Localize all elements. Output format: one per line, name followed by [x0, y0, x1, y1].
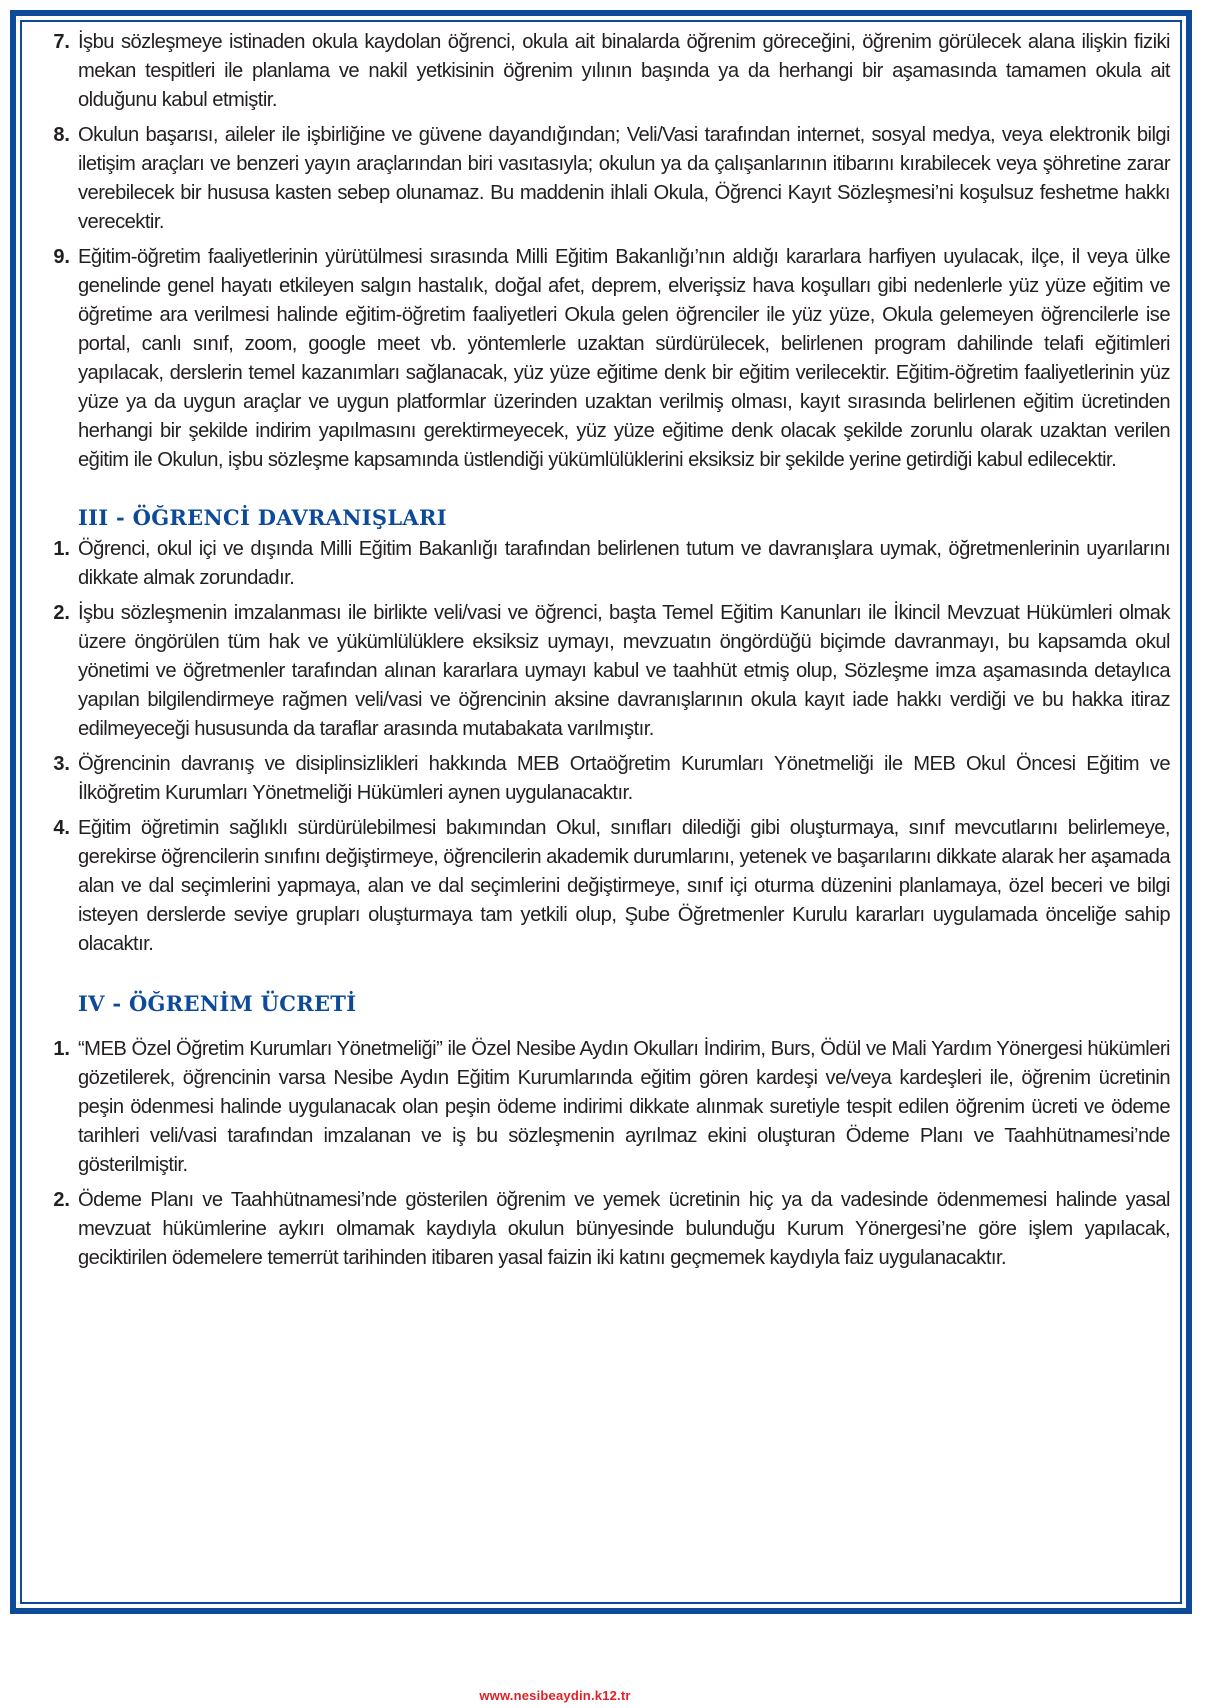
clause-text: Okulun başarısı, aileler ile işbirliğine ve güvene dayandığından; Veli/Vasi tarafından internet, sosyal medya, veya elektronik bilgi iletişim araçları ve benzeri yayın araçlarından biri vasıtasıyla; okulun ya da çalışanlarının itibarını kırabilecek veya şöhretine zarar verebilecek bir hususa kasten sebep olunamaz. Bu maddenin ihlali Okula, Öğrenci Kayıt Sözleşmesi’ni koşulsuz feshetme hakkı verecektir.	[78, 124, 1170, 233]
section-4	[30, 989, 1170, 1273]
clause-text: Eğitim-öğretim faaliyetlerinin yürütülmesi sırasında Milli Eğitim Bakanlığı’nın aldığı kararlara harfiyen uyulacak, ilçe, il veya ülke genelinde genel hayatı etkileyen salgın hastalık, doğal afet, deprem, elverişsiz hava koşulları gibi nedenlerle yüz yüze eğitim ve öğretime ara verilmesi halinde eğitim-öğretim faaliyetleri Okula gelen öğrenciler ile yüz yüze, Okula gelemeyen öğrencilerle ise portal, canlı sınıf, zoom, google meet vb. yöntemlerle uzaktan sürdürülecek, belirlenen program dahilinde telafi eğitimleri yapılacak, derslerin temel kazanımları sağlanacak, yüz yüze eğitime denk bir eğitim verilecektir. Eğitim-öğretim faaliyetlerinin yüz yüze ya da uygun araçlar ve uygun platformlar üzerinden uzaktan verilmiş olması, kayıt sırasında belirlenen eğitim ücretinden herhangi bir şekilde indirim yapılmasını gerektirmeyecek, yüz yüze eğitime denk olacak şekilde zorunlu olarak uzaktan verilen eğitim ile Okulun, işbu sözleşme kapsamında üstlendiği yükümlülüklerini eksiksiz bir şekilde yerine getirdiği kabul edilecektir.	[78, 246, 1170, 471]
clause-text: Eğitim öğretimin sağlıklı sürdürülebilmesi bakımından Okul, sınıfları dilediği gibi oluşturmaya, sınıf mevcutlarını belirlemeye, gerekirse öğrencilerin sınıfını değiştirmeye, öğrencilerin akademik durumlarını, yetenek ve başarılarını dikkate alarak her aşamada alan ve dal seçimlerini yapmaya, alan ve dal seçimlerini değiştirmeye, sınıf içi oturma düzenini planlamaya, özel beceri ve bilgi isteyen derslerde seviye grupları oluşturmaya tam yetkili olup, Şube Öğretmenler Kurulu kararları uygulamada önceliğe sahip olacaktır.	[78, 817, 1170, 955]
clause-number: 1.	[53, 1038, 70, 1060]
clause-text: Ödeme Planı ve Taahhütnamesi’nde gösterilen öğrenim ve yemek ücretinin hiç ya da vadesinde ödenmemesi halinde yasal mevzuat hükümlerine aykırı olmamak kaydıyla okulun bünyesinde bulunduğu Kurum Yönergesi’ne göre işlem yapılacak, geciktirilen ödemelere temerrüt tarihinden itibaren yasal faizin iki katını geçmemek kaydıyla faiz uygulanacaktır.	[78, 1189, 1170, 1269]
clause-item	[30, 243, 1170, 475]
document-body	[30, 28, 1170, 1279]
clause-item	[30, 750, 1170, 808]
clause-item	[30, 1035, 1170, 1180]
clause-item	[30, 121, 1170, 237]
clause-number: 2.	[53, 602, 70, 624]
clause-text: Öğrenci, okul içi ve dışında Milli Eğitim Bakanlığı tarafından belirlenen tutum ve davranışlara uymak, öğretmenlerinin uyarılarını dikkate almak zorundadır.	[78, 538, 1170, 589]
clause-item	[30, 535, 1170, 593]
clause-number: 3.	[53, 753, 70, 775]
clause-text: İşbu sözleşmenin imzalanması ile birlikte veli/vasi ve öğrenci, başta Temel Eğitim Kanunları ile İkincil Mevzuat Hükümleri olmak üzere öngörülen tüm hak ve yükümlülüklere eksiksiz uymayı, mevzuatın öngördüğü biçimde davranmayı, bu kapsamda okul yönetimi ve öğretmenler tarafından alınan kararlara uymayı kabul ve taahhüt etmiş olup, Sözleşme imza aşamasında detaylıca yapılan bilgilendirmeye rağmen veli/vasi ve öğrencinin aksine davranışlarının okula kayıt iade hakkı verdiği ve bu hakka itiraz edilmeyeceği hususunda da taraflar arasında mutabakata varılmıştır.	[78, 602, 1170, 740]
clause-item	[30, 28, 1170, 115]
clause-number: 7.	[53, 31, 70, 53]
section-heading: III - ÖĞRENCİ DAVRANIŞLARI	[78, 505, 447, 530]
clause-number: 8.	[53, 124, 70, 146]
footer-website-link[interactable]: www.nesibeaydin.k12.tr	[479, 1688, 631, 1703]
clause-text: İşbu sözleşmeye istinaden okula kaydolan öğrenci, okula ait binalarda öğrenim göreceğini, öğrenim görülecek alana ilişkin fiziki mekan tespitleri ile planlama ve nakil yetkisinin öğrenim yılının başında ya da herhangi bir aşamasında tamamen okula ait olduğunu kabul etmiştir.	[78, 31, 1170, 111]
clause-text: “MEB Özel Öğretim Kurumları Yönetmeliği” ile Özel Nesibe Aydın Okulları İndirim, Burs, Ödül ve Mali Yardım Yönergesi hükümleri gözetilerek, öğrencinin varsa Nesibe Aydın Eğitim Kurumlarında eğitim gören kardeşi ve/veya kardeşleri ile, öğrenim ücretinin peşin ödenmesi halinde uygulanacak olan peşin ödeme indirimi dikkate alınmak suretiyle tespit edilen öğrenim ücreti ve ödeme tarihleri veli/vasi tarafından imzalanan ve iş bu sözleşmenin ayrılmaz ekini oluşturan Ödeme Planı ve Taahhütnamesi’nde gösterilmiştir.	[78, 1038, 1170, 1176]
clause-text: Öğrencinin davranış ve disiplinsizlikleri hakkında MEB Ortaöğretim Kurumları Yönetmeliği ile MEB Okul Öncesi Eğitim ve İlköğretim Kurumları Yönetmeliği Hükümleri aynen uygulanacaktır.	[78, 753, 1170, 804]
section-3	[30, 503, 1170, 959]
clause-number: 2.	[53, 1189, 70, 1211]
section-2-continued	[30, 28, 1170, 475]
clause-number: 4.	[53, 817, 70, 839]
clause-number: 1.	[53, 538, 70, 560]
clause-item	[30, 1186, 1170, 1273]
clause-item	[30, 814, 1170, 959]
section-heading: IV - ÖĞRENİM ÜCRETİ	[78, 991, 357, 1016]
clause-number: 9.	[53, 246, 70, 268]
clause-item	[30, 599, 1170, 744]
